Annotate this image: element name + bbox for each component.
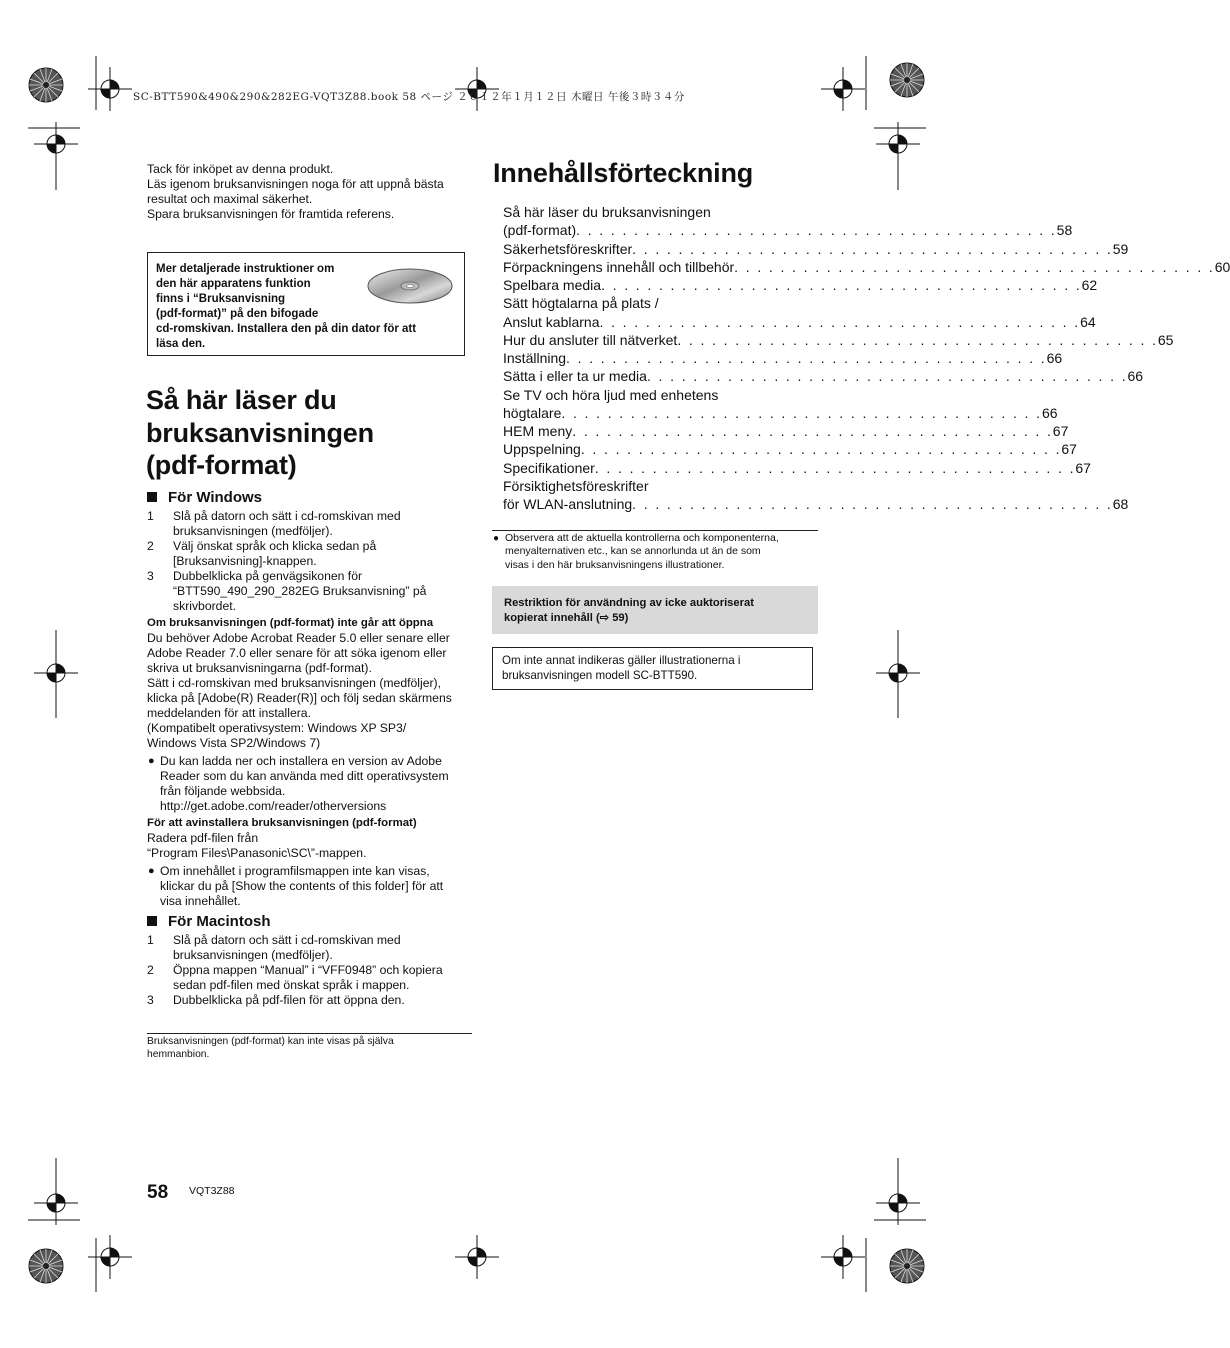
toc-entry-page: 64 (1080, 313, 1096, 330)
step-number: 1 (147, 933, 154, 947)
document-code: VQT3Z88 (189, 1185, 235, 1197)
toc-entry-title: HEM meny (503, 423, 573, 439)
paragraph-line: (Kompatibelt operativsystem: Windows XP SP3/ (147, 721, 407, 735)
cd-rom-notice-box (147, 252, 465, 356)
toc-entry-prefix: Se TV och höra ljud med enhetens (503, 386, 719, 403)
toc-entry-page: 66 (1041, 404, 1058, 421)
toc-entry[interactable] (503, 440, 1077, 458)
list-item (147, 569, 477, 614)
toc-entry-page: 67 (1061, 441, 1077, 458)
note-line: Observera att de aktuella kontrollerna och komponenterna, (505, 532, 779, 544)
toc-leader-dots: . . . . . . . . . . . . . . . . . . . . . . . . . . . . . . . . . . . . . . . . . . (561, 404, 1042, 421)
macintosh-heading (147, 913, 271, 930)
paragraph-line: klicka på [Adobe(R) Reader(R)] och följ sedan skärmens (147, 691, 452, 705)
windows-heading-label: För Windows (168, 489, 263, 506)
toc-entry-prefix: Så här läser du bruksanvisningen (503, 204, 711, 220)
paragraph-line: Windows Vista SP2/Windows 7) (147, 736, 321, 750)
footnote-line: Bruksanvisningen (pdf-format) kan inte visas på själva (147, 1036, 394, 1047)
toc-leader-dots: . . . . . . . . . . . . . . . . . . . . . . . . . . . . . . . . . . . . . . . . . . (734, 258, 1215, 275)
toc-entry-title: Säkerhetsföreskrifter (503, 240, 633, 257)
toc-entry[interactable] (503, 313, 1096, 331)
notice-line: läsa den. (156, 337, 206, 350)
toc-entry-title: Specifikationer (503, 459, 595, 476)
step-line: Dubbelklicka på pdf-filen för att öppna den. (173, 993, 405, 1007)
step-line: bruksanvisningen (medföljer). (173, 948, 333, 962)
step-line: sedan pdf-filen med önskat språk i mappen. (173, 978, 410, 992)
step-line: bruksanvisningen (medföljer). (173, 524, 333, 538)
toc-entry-page: 58 (1056, 222, 1073, 239)
toc-entry[interactable] (503, 349, 1063, 367)
print-header: SC-BTT590&490&290&282EG-VQT3Z88.book 58 ページ ２０１２年１月１２日 木曜日 午後３時３４分 (133, 91, 685, 103)
toc-entry-page: 59 (1112, 240, 1129, 257)
paragraph-line: Radera pdf-filen från (147, 831, 259, 845)
toc-entry-prefix: Försiktighetsföreskrifter (503, 477, 649, 494)
restriction-line: kopierat innehåll (⇨ 59) (504, 611, 629, 624)
bullet-item (492, 532, 818, 572)
paragraph-line: Du behöver Adobe Acrobat Reader 5.0 eller senare eller (147, 631, 450, 645)
list-item (147, 509, 477, 539)
toc-list (503, 203, 1230, 513)
toc-entry-title: Spelbara media (503, 277, 602, 293)
cd-rom-disc-icon (366, 266, 454, 306)
restriction-line: Restriktion för användning av icke auktoriserat (504, 597, 754, 609)
step-number: 2 (147, 963, 154, 977)
title-line: bruksanvisningen (146, 417, 374, 448)
title-line: (pdf-format) (146, 450, 297, 480)
step-line: “BTT590_490_290_282EG Bruksanvisning” på (173, 584, 427, 598)
paragraph-line: Sätt i cd-romskivan med bruksanvisningen (medföljer), (147, 676, 441, 690)
toc-entry-page: 66 (1127, 368, 1144, 385)
adobe-url: http://get.adobe.com/reader/otherversions (160, 799, 387, 813)
list-item (147, 933, 477, 963)
step-line: skrivbordet. (173, 599, 236, 613)
paragraph-line: skriva ut bruksanvisningarna (pdf-format). (147, 661, 372, 675)
bullet-line: visa innehållet. (160, 894, 241, 908)
notice-line: cd-romskivan. Installera den på din dator för att (156, 322, 417, 335)
list-item (147, 963, 477, 993)
notice-line: finns i “Bruksanvisning (156, 292, 286, 305)
notice-line: Mer detaljerade instruktioner om (156, 263, 335, 275)
toc-leader-dots: . . . . . . . . . . . . . . . . . . . . . . . . . . . . . . . . . . . . . . . . . . (594, 459, 1076, 476)
cannot-open-block (147, 616, 477, 909)
macintosh-heading-label: För Macintosh (168, 913, 271, 930)
macintosh-steps (147, 933, 477, 1008)
restriction-box (492, 586, 818, 634)
step-line: Slå på datorn och sätt i cd-romskivan med (173, 509, 401, 523)
step-number: 3 (147, 993, 154, 1007)
bullet-item (147, 864, 477, 909)
toc-entry[interactable] (503, 240, 1129, 258)
windows-steps (147, 509, 477, 614)
paragraph-line: “Program Files\Panasonic\SC\”-mappen. (147, 846, 367, 860)
bullet-line: från följande webbsida. (160, 784, 286, 798)
intro-text (147, 162, 472, 222)
square-bullet-icon (147, 492, 157, 502)
square-bullet-icon (147, 916, 157, 926)
toc-entry-page: 68 (1112, 496, 1129, 512)
footnote-divider (147, 1033, 472, 1034)
toc-entry-prefix: Sätt högtalarna på plats / (503, 295, 659, 312)
toc-entry-page: 62 (1081, 277, 1098, 293)
toc-leader-dots: . . . . . . . . . . . . . . . . . . . . . . . . . . . . . . . . . . . . . . . . . . (566, 350, 1047, 366)
intro-line: Spara bruksanvisningen för framtida referens. (147, 207, 395, 221)
step-number: 3 (147, 569, 154, 583)
toc-entry-title: Hur du ansluter till nätverket (503, 331, 678, 348)
toc-entry[interactable] (503, 459, 1091, 477)
toc-entry[interactable] (503, 367, 1144, 385)
notice-line: (pdf-format)” på den bifogade (156, 307, 319, 320)
note-line: menyalternativen etc., kan se annorlunda ut än de som (505, 545, 761, 558)
toc-leader-dots: . . . . . . . . . . . . . . . . . . . . . . . . . . . . . . . . . . . . . . . . . . (576, 222, 1057, 239)
list-item (147, 993, 477, 1008)
toc-leader-dots: . . . . . . . . . . . . . . . . . . . . . . . . . . . . . . . . . . . . . . . . . . (580, 441, 1062, 458)
toc-entry-title: Uppspelning (503, 441, 581, 458)
step-line: Dubbelklicka på genvägsikonen för (173, 569, 363, 583)
paragraph-line: Adobe Reader 7.0 eller senare för att söka igenom eller (147, 646, 447, 660)
model-note-line: bruksanvisningen modell SC-BTT590. (502, 669, 698, 682)
toc-entry[interactable] (503, 276, 1098, 294)
toc-entry-title: Inställning (503, 350, 567, 366)
intro-line: Läs igenom bruksanvisningen noga för att uppnå bästa (147, 177, 444, 191)
toc-entry-title: Förpackningens innehåll och tillbehör (503, 258, 735, 275)
title-line: Så här läser du (146, 385, 337, 415)
intro-line: resultat och maximal säkerhet. (147, 192, 313, 206)
toc-leader-dots: . . . . . . . . . . . . . . . . . . . . . . . . . . . . . . . . . . . . . . . . . . (646, 368, 1128, 385)
model-note-line: Om inte annat indikeras gäller illustrationerna i (502, 654, 741, 667)
toc-title: Innehållsförteckning (493, 158, 754, 188)
cannot-open-heading: Om bruksanvisningen (pdf-format) inte går att öppna (147, 617, 434, 629)
toc-divider (492, 530, 818, 531)
step-line: [Bruksanvisning]-knappen. (173, 554, 317, 568)
toc-leader-dots: . . . . . . . . . . . . . . . . . . . . . . . . . . . . . . . . . . . . . . . . . . (572, 423, 1053, 439)
toc-entry-title: (pdf-format) (503, 222, 577, 239)
illustration-note (492, 532, 818, 572)
bullet-line: Om innehållet i programfilsmappen inte kan visas, (160, 864, 430, 878)
toc-entry-title: Sätta i eller ta ur media (503, 368, 647, 385)
toc-entry-page: 67 (1052, 423, 1069, 439)
bullet-line: Du kan ladda ner och installera en version av Adobe (160, 754, 442, 768)
list-item (147, 539, 477, 569)
toc-entry-title: Anslut kablarna (503, 313, 600, 330)
toc-entry[interactable] (503, 495, 1129, 513)
toc-leader-dots: . . . . . . . . . . . . . . . . . . . . . . . . . . . . . . . . . . . . . . . . . . (632, 240, 1113, 257)
toc-leader-dots: . . . . . . . . . . . . . . . . . . . . . . . . . . . . . . . . . . . . . . . . . . (677, 331, 1158, 348)
windows-heading (147, 489, 262, 506)
toc-entry-page: 60 (1214, 258, 1230, 275)
bullet-line: klickar du på [Show the contents of this folder] för att (160, 879, 444, 893)
footnote (147, 1036, 467, 1062)
intro-line: Tack för inköpet av denna produkt. (147, 162, 334, 176)
page-number: 58 (147, 1182, 169, 1203)
step-number: 1 (147, 509, 154, 523)
notice-line: den här apparatens funktion (156, 277, 311, 290)
bullet-line: Reader som du kan använda med ditt operativsystem (160, 769, 449, 783)
footnote-line: hemmanbion. (147, 1048, 210, 1060)
toc-entry-page: 66 (1046, 350, 1063, 366)
step-number: 2 (147, 539, 154, 553)
toc-leader-dots: . . . . . . . . . . . . . . . . . . . . . . . . . . . . . . . . . . . . . . . . . . (599, 313, 1081, 330)
uninstall-heading: För att avinstallera bruksanvisningen (pdf-format) (147, 817, 417, 829)
toc-entry[interactable] (503, 258, 1230, 276)
toc-entry[interactable] (503, 221, 1073, 239)
section-title-pdf (146, 384, 476, 482)
bullet-dot-icon: ● (148, 865, 155, 877)
bullet-dot-icon: ● (493, 533, 500, 544)
toc-entry-title: för WLAN-anslutning (503, 496, 633, 512)
toc-entry-page: 65 (1157, 331, 1174, 348)
note-line: visas i den här bruksanvisningens illustrationer. (505, 558, 725, 571)
toc-leader-dots: . . . . . . . . . . . . . . . . . . . . . . . . . . . . . . . . . . . . . . . . . . (632, 496, 1113, 512)
toc-entry[interactable] (503, 404, 1058, 422)
step-line: Välj önskat språk och klicka sedan på (173, 539, 377, 553)
model-note-box (492, 647, 813, 690)
toc-entry-page: 67 (1075, 459, 1091, 476)
toc-entry-title: högtalare (503, 404, 562, 421)
step-line: Slå på datorn och sätt i cd-romskivan med (173, 933, 401, 947)
toc-leader-dots: . . . . . . . . . . . . . . . . . . . . . . . . . . . . . . . . . . . . . . . . . . (601, 277, 1082, 293)
bullet-dot-icon: ● (148, 755, 155, 767)
paragraph-line: meddelanden för att installera. (147, 706, 311, 720)
bullet-item (147, 754, 477, 814)
step-line: Öppna mappen “Manual” i “VFF0948” och kopiera (173, 963, 443, 977)
toc-entry[interactable] (503, 331, 1174, 349)
toc-entry[interactable] (503, 422, 1069, 440)
